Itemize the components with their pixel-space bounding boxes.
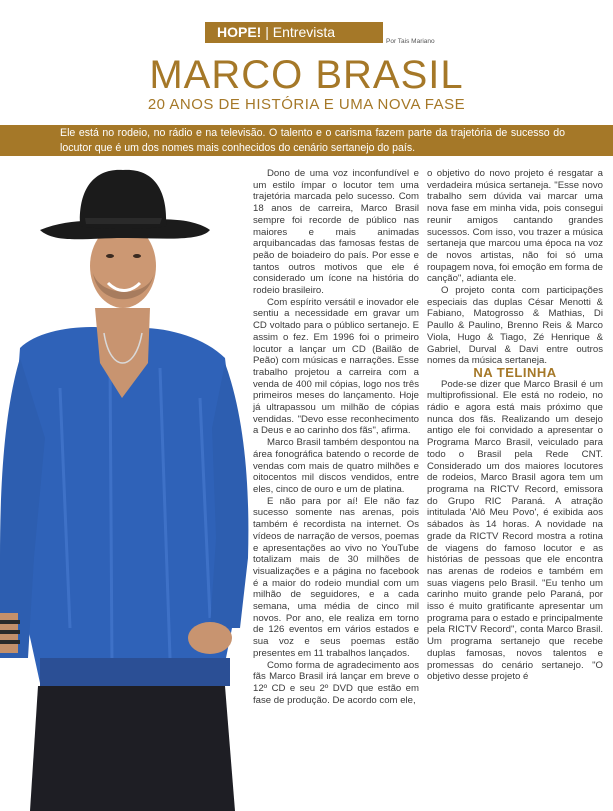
article-column-2 — [427, 168, 603, 683]
portrait-photo — [0, 158, 250, 811]
section-tab — [205, 22, 383, 43]
section-name: Entrevista — [272, 24, 336, 40]
magazine-brand: HOPE! — [217, 24, 262, 40]
portrait-illustration — [0, 158, 250, 811]
paragraph: Pode-se dizer que Marco Brasil é um multiprofissional. Ele está no rodeio, no rádio e agora está mais próximo que nunca dos fãs. Realizando um desejo antigo ele foi convidado a apresentar o Programa Marco Brasil, veiculado para todo o Brasil pela Rede CNT. Considerado um dos maiores locutores de rodeios, Marco Brasil agora tem um programa na RICTV Record, emissora do Grupo RIC Paraná. A atração intitulada 'Alô Meu Povo', é exibida aos sábados às 14 horas. A novidade na grade da RICTV Record mostra a rotina de viagens do famoso locutor e as histórias de pessoas que ele encontra nas arenas de rodeios e também em suas viagens pelo Brasil. "Eu tenho um carinho muito grande pelo Paraná, por isso é muito gratificante apresentar um programa para o estado e principalmente pela RICTV Record", conta Marco Brasil. Um programa sertanejo que recebe duplas famosas, novos talentos e promessas do cenário sertanejo. "O objetivo desse projeto é — [427, 378, 603, 683]
paragraph: E não para por aí! Ele não faz sucesso somente nas arenas, pois também é recordista na internet. Os vídeos de narração de versos, poemas e apresentações ao vivo no YouTube totalizam mais de 30 milhões de visualizações e a página no facebook é a maior do rodeio mundial com um milhão de seguidores, e a cada semana, uma média de cinco mil novos. Por ano, ele realiza em torno de 126 eventos em vários estados e sua voz e seus poemas estão presentes em 11 trabalhos lançados. — [253, 495, 419, 659]
article-subtitle: 20 ANOS DE HISTÓRIA E UMA NOVA FASE — [147, 96, 466, 113]
paragraph: Com espírito versátil e inovador ele sentiu a necessidade em gravar um CD voltado para o público sertanejo. E assim o fez. Em 1996 foi o primeiro locutor a lançar um CD (Bailão de Peão) com músicas e narrações. Esse trabalho projetou a carreira com a venda de 400 mil cópias, logo nos três primeiros meses do lançamento. Hoje já ultrapassou um milhão de cópias vendidas. "Devo esse reconhecimento a Deus e ao carinho dos fãs", afirma. — [253, 296, 419, 437]
article-lead: Ele está no rodeio, no rádio e na televisão. O talento e o carisma fazem parte da trajetória de sucesso do locutor que é um dos nomes mais conhecidos do cenário sertanejo do país. — [60, 127, 565, 154]
paragraph: Marco Brasil também despontou na área fonográfica batendo o recorde de vendas com mais de quatro milhões e oitocentos mil discos vendidos, entre eles, cinco de ouro e um de platina. — [253, 437, 419, 495]
article-column-1 — [253, 168, 419, 706]
author-byline: Por Tais Mariano — [386, 38, 435, 45]
paragraph: O projeto conta com participações especiais das duplas César Menotti & Fabiano, Matogrosso & Mathias, Di Paullo & Paulino, Brenno Reis & Marco Viola, Hugo & Tiago, Zé Henrique & Gabriel, Durval & Davi entre outros nomes da música sertaneja. — [427, 285, 603, 367]
tab-separator: | — [265, 24, 269, 40]
article-title: MARCO BRASIL — [149, 53, 464, 97]
paragraph: Dono de uma voz inconfundível e um estilo ímpar o locutor tem uma trajetória marcada pelo sucesso. Com 18 anos de carreira, Marco Brasil sempre foi recorde de público nas maiores e mais animadas arquibancadas das famosas festas de peão de boiadeiro do país. Por esse e tantos outros motivos que ele é considerado um ícone na história do rodeio brasileiro. — [253, 168, 419, 297]
paragraph: Como forma de agradecimento aos fãs Marco Brasil irá lançar em breve o 12º CD e seu 2º DVD que estão em fase de produção. De acordo com ele, — [253, 659, 419, 706]
section-heading: NA TELINHA — [473, 364, 557, 380]
paragraph: o objetivo do novo projeto é resgatar a verdadeira música sertaneja. "Esse novo trabalho sem dúvida vai marcar uma nova fase em minha vida, pois consegui reunir amigos cantando grandes sucessos. Com isso, vou trazer a música sertaneja que marcou uma época na voz de novos artistas, não foi só uma roupagem nova, foi emoção em forma de canção", adianta ele. — [427, 168, 603, 285]
